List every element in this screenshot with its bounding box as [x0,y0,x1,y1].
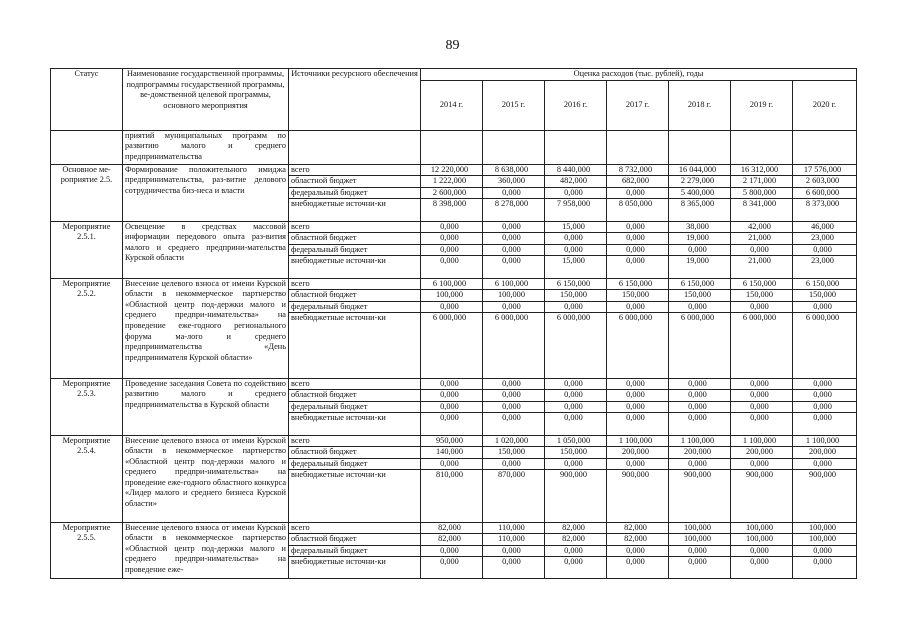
value: 1 100,000 [793,436,856,448]
year-value-cell [793,164,857,221]
year-value-cell [545,378,607,435]
value: 0,000 [793,245,856,257]
value: 100,000 [793,534,856,546]
value: 0,000 [502,256,521,266]
value: 482,000 [545,176,606,188]
source-cell [289,221,421,278]
year-value-cell [421,164,483,221]
value: 200,000 [607,447,668,459]
year-value-cell [731,435,793,522]
source-label: внебюджетные источни-ки [291,313,386,323]
expenditure-table [50,68,857,579]
value: 0,000 [669,402,730,414]
value: 150,000 [793,290,856,302]
header-year: 2017 г. [607,80,669,130]
name-cell: Внесение целевого взноса от имени Курской области в некоммерческое партнерство «Областной центр под-держки малого и среднего предпри-нимательства» на проведение еже-годного областного конкурса «Лидер малого и среднего бизнеса Курской области» [123,435,289,522]
source-cell [289,278,421,378]
value: 0,000 [731,379,792,391]
year-value-cell [421,278,483,378]
source-label: внебюджетные источни-ки [291,199,386,209]
year-value-cell [607,522,669,579]
status-cell: Мероприятие 2.5.5. [51,522,123,579]
value: 0,000 [421,245,482,257]
value: 6 150,000 [793,279,856,291]
year-value-cell [545,278,607,378]
value: 6 000,000 [432,313,467,323]
name-cell: Освещение в средствах массовой информации передового опыта раз-вития малого и среднего предприни-мательства Курской области [123,221,289,278]
source-label: федеральный бюджет [289,546,420,558]
program-row [51,378,857,435]
value: 19,000 [669,233,730,245]
value: 6 000,000 [680,313,715,323]
value: 0,000 [545,459,606,471]
value: 0,000 [669,245,730,257]
value: 82,000 [421,523,482,535]
value: 0,000 [793,390,856,402]
name-cell: Внесение целевого взноса от имени Курской области в некоммерческое партнерство «Областной центр под-держки малого и среднего предпри-нимательства» на проведение еже- [123,522,289,579]
value: 200,000 [731,447,792,459]
value: 1 050,000 [545,436,606,448]
value: 0,000 [607,302,668,314]
source-label: всего [289,379,420,391]
value: 150,000 [545,447,606,459]
year-value-cell [793,278,857,378]
value: 900,000 [684,470,711,480]
year-value-cell [731,221,793,278]
header-year: 2020 г. [793,80,857,130]
header-source: Источники ресурсного обеспечения [289,69,421,131]
value: 0,000 [421,302,482,314]
value: 0,000 [731,302,792,314]
year-value-cell [607,378,669,435]
value: 17 576,000 [793,165,856,177]
source-label: областной бюджет [289,534,420,546]
value: 150,000 [669,290,730,302]
value: 0,000 [564,413,583,423]
value: 0,000 [483,233,544,245]
value: 900,000 [809,470,836,480]
value: 0,000 [421,379,482,391]
value: 0,000 [607,379,668,391]
year-value-cell [793,522,857,579]
value: 0,000 [483,459,544,471]
year-value-cell [793,435,857,522]
value: 0,000 [483,402,544,414]
source-label: федеральный бюджет [289,245,420,257]
value: 360,000 [483,176,544,188]
value: 0,000 [421,459,482,471]
year-value-cell [545,164,607,221]
value: 46,000 [793,222,856,234]
value: 6 150,000 [545,279,606,291]
value: 100,000 [421,290,482,302]
value: 6 150,000 [731,279,792,291]
value: 6 000,000 [742,313,777,323]
value: 0,000 [607,402,668,414]
value: 0,000 [607,546,668,558]
value: 0,000 [483,390,544,402]
value: 0,000 [421,222,482,234]
value: 0,000 [421,546,482,558]
value: 6 000,000 [556,313,591,323]
status-cell: Основное ме-роприятие 2.5. [51,164,123,221]
value: 2 600,000 [421,188,482,200]
source-label: областной бюджет [289,233,420,245]
value: 0,000 [669,302,730,314]
value: 0,000 [626,256,645,266]
value: 82,000 [545,534,606,546]
year-value-cell [793,221,857,278]
value: 6 150,000 [669,279,730,291]
value: 900,000 [622,470,649,480]
header-name: Наименование государственной программы, подпрограммы государственной программы, ве-домственной целевой программы, основного мероприятия [123,69,289,131]
value: 0,000 [793,546,856,558]
source-label: областной бюджет [289,447,420,459]
value: 150,000 [483,447,544,459]
value: 2 279,000 [669,176,730,188]
value: 0,000 [669,379,730,391]
value: 0,000 [607,390,668,402]
value: 82,000 [545,523,606,535]
value: 0,000 [483,302,544,314]
value: 0,000 [545,546,606,558]
value: 0,000 [669,390,730,402]
value: 0,000 [502,557,521,567]
value: 0,000 [813,413,832,423]
value: 0,000 [731,390,792,402]
year-value-cell [731,278,793,378]
source-cell [289,435,421,522]
header-estimate: Оценка расходов (тыс. рублей), годы [421,69,857,81]
value: 0,000 [607,233,668,245]
value: 1 100,000 [731,436,792,448]
value: 6 150,000 [607,279,668,291]
value: 0,000 [545,302,606,314]
value: 0,000 [421,233,482,245]
value: 8 278,000 [494,199,529,209]
year-value-cell [607,278,669,378]
header-year: 2018 г. [669,80,731,130]
value: 150,000 [545,290,606,302]
value: 0,000 [688,557,707,567]
page-number: 89 [445,38,460,53]
value: 0,000 [607,188,668,200]
value: 0,000 [793,302,856,314]
value: 8 373,000 [805,199,840,209]
year-value-cell [421,221,483,278]
year-value-cell [669,378,731,435]
value: 2 171,000 [731,176,792,188]
value: 6 000,000 [805,313,840,323]
header-year: 2016 г. [545,80,607,130]
value: 0,000 [545,402,606,414]
status-cell: Мероприятие 2.5.3. [51,378,123,435]
value: 23,000 [811,256,834,266]
header-status: Статус [51,69,123,131]
value: 110,000 [483,534,544,546]
value: 0,000 [731,245,792,257]
program-row [51,522,857,579]
value: 15,000 [562,256,585,266]
value: 16 312,000 [731,165,792,177]
value: 12 220,000 [421,165,482,177]
continuation-text: приятий муниципальных программ по развитию малого и среднего предпринимательства [123,130,289,164]
value: 0,000 [607,245,668,257]
status-cell: Мероприятие 2.5.2. [51,278,123,378]
source-label: федеральный бюджет [289,459,420,471]
value: 0,000 [483,546,544,558]
source-label: всего [289,523,420,535]
year-value-cell [483,435,545,522]
year-value-cell [731,378,793,435]
year-value-cell [483,164,545,221]
value: 6 000,000 [618,313,653,323]
source-label: областной бюджет [289,290,420,302]
value: 0,000 [669,546,730,558]
source-cell [289,164,421,221]
name-cell: Проведение заседания Совета по содействию развитию малого и среднего предпринимательства в Курской области [123,378,289,435]
value: 21,000 [731,233,792,245]
value: 0,000 [545,233,606,245]
value: 200,000 [793,447,856,459]
value: 23,000 [793,233,856,245]
year-value-cell [607,435,669,522]
value: 150,000 [607,290,668,302]
value: 870,000 [498,470,525,480]
value: 1 222,000 [421,176,482,188]
continuation-row [51,130,857,164]
value: 8 341,000 [742,199,777,209]
header-year: 2014 г. [421,80,483,130]
year-value-cell [607,164,669,221]
year-value-cell [421,435,483,522]
value: 0,000 [483,222,544,234]
value: 2 603,000 [793,176,856,188]
value: 7 958,000 [556,199,591,209]
value: 0,000 [545,379,606,391]
value: 900,000 [560,470,587,480]
value: 0,000 [626,413,645,423]
value: 0,000 [793,379,856,391]
value: 0,000 [545,188,606,200]
value: 150,000 [731,290,792,302]
year-value-cell [545,522,607,579]
value: 0,000 [440,557,459,567]
source-cell [289,522,421,579]
value: 0,000 [483,379,544,391]
value: 6 100,000 [483,279,544,291]
value: 82,000 [421,534,482,546]
value: 16 044,000 [669,165,730,177]
value: 0,000 [813,557,832,567]
value: 0,000 [483,245,544,257]
value: 82,000 [607,534,668,546]
source-label: внебюджетные источни-ки [291,470,386,480]
value: 8 398,000 [432,199,467,209]
value: 1 100,000 [669,436,730,448]
year-value-cell [421,378,483,435]
value: 1 100,000 [607,436,668,448]
value: 100,000 [793,523,856,535]
source-label: федеральный бюджет [289,402,420,414]
year-value-cell [793,378,857,435]
year-value-cell [607,221,669,278]
source-label: всего [289,165,420,177]
value: 100,000 [669,523,730,535]
value: 82,000 [607,523,668,535]
value: 38,000 [669,222,730,234]
year-value-cell [483,522,545,579]
year-value-cell [421,522,483,579]
status-cell: Мероприятие 2.5.1. [51,221,123,278]
value: 0,000 [440,413,459,423]
source-label: внебюджетные источни-ки [291,557,386,567]
program-row [51,221,857,278]
value: 682,000 [607,176,668,188]
value: 0,000 [750,557,769,567]
year-value-cell [483,378,545,435]
value: 0,000 [545,390,606,402]
source-label: всего [289,222,420,234]
value: 5 800,000 [731,188,792,200]
value: 0,000 [564,557,583,567]
value: 8 365,000 [680,199,715,209]
source-label: всего [289,436,420,448]
header-year: 2019 г. [731,80,793,130]
value: 0,000 [750,413,769,423]
value: 8 732,000 [607,165,668,177]
source-label: областной бюджет [289,176,420,188]
value: 0,000 [669,459,730,471]
value: 0,000 [502,413,521,423]
value: 0,000 [421,390,482,402]
program-row [51,435,857,522]
value: 0,000 [731,402,792,414]
value: 900,000 [746,470,773,480]
year-value-cell [545,435,607,522]
source-label: внебюджетные источни-ки [291,256,386,266]
value: 950,000 [421,436,482,448]
value: 0,000 [731,546,792,558]
year-value-cell [731,522,793,579]
source-label: областной бюджет [289,390,420,402]
value: 6 000,000 [494,313,529,323]
status-cell: Мероприятие 2.5.4. [51,435,123,522]
value: 19,000 [686,256,709,266]
value: 0,000 [440,256,459,266]
value: 100,000 [669,534,730,546]
value: 0,000 [545,245,606,257]
value: 110,000 [483,523,544,535]
source-label: федеральный бюджет [289,188,420,200]
year-value-cell [669,221,731,278]
source-label: всего [289,279,420,291]
year-value-cell [669,164,731,221]
value: 0,000 [793,459,856,471]
name-cell: Внесение целевого взноса от имени Курской области в некоммерческое партнерство «Областной центр под-держки малого и среднего предпри-нимательства» на проведение еже-годного регионального форума ма-лого и среднего предпринимательства «День предпринимателя Курской области» [123,278,289,378]
value: 8 050,000 [618,199,653,209]
value: 100,000 [731,523,792,535]
value: 21,000 [748,256,771,266]
value: 0,000 [688,413,707,423]
source-label: внебюджетные источни-ки [291,413,386,423]
value: 42,000 [731,222,792,234]
value: 8 440,000 [545,165,606,177]
year-value-cell [669,435,731,522]
value: 200,000 [669,447,730,459]
value: 5 400,000 [669,188,730,200]
year-value-cell [669,278,731,378]
value: 0,000 [731,459,792,471]
year-value-cell [669,522,731,579]
value: 6 100,000 [421,279,482,291]
value: 0,000 [607,459,668,471]
value: 0,000 [421,402,482,414]
year-value-cell [483,278,545,378]
value: 810,000 [436,470,463,480]
value: 0,000 [483,188,544,200]
year-value-cell [545,221,607,278]
value: 15,000 [545,222,606,234]
source-label: федеральный бюджет [289,302,420,314]
source-cell [289,378,421,435]
name-cell: Формирование положительного имиджа предпринимательства, раз-витие делового сотрудничества биз-неса и власти [123,164,289,221]
value: 1 020,000 [483,436,544,448]
value: 0,000 [793,402,856,414]
value: 8 638,000 [483,165,544,177]
value: 0,000 [626,557,645,567]
year-value-cell [483,221,545,278]
value: 100,000 [731,534,792,546]
year-value-cell [731,164,793,221]
header-year: 2015 г. [483,80,545,130]
value: 0,000 [607,222,668,234]
value: 100,000 [483,290,544,302]
program-row [51,164,857,221]
program-row [51,278,857,378]
value: 6 600,000 [793,188,856,200]
value: 140,000 [421,447,482,459]
